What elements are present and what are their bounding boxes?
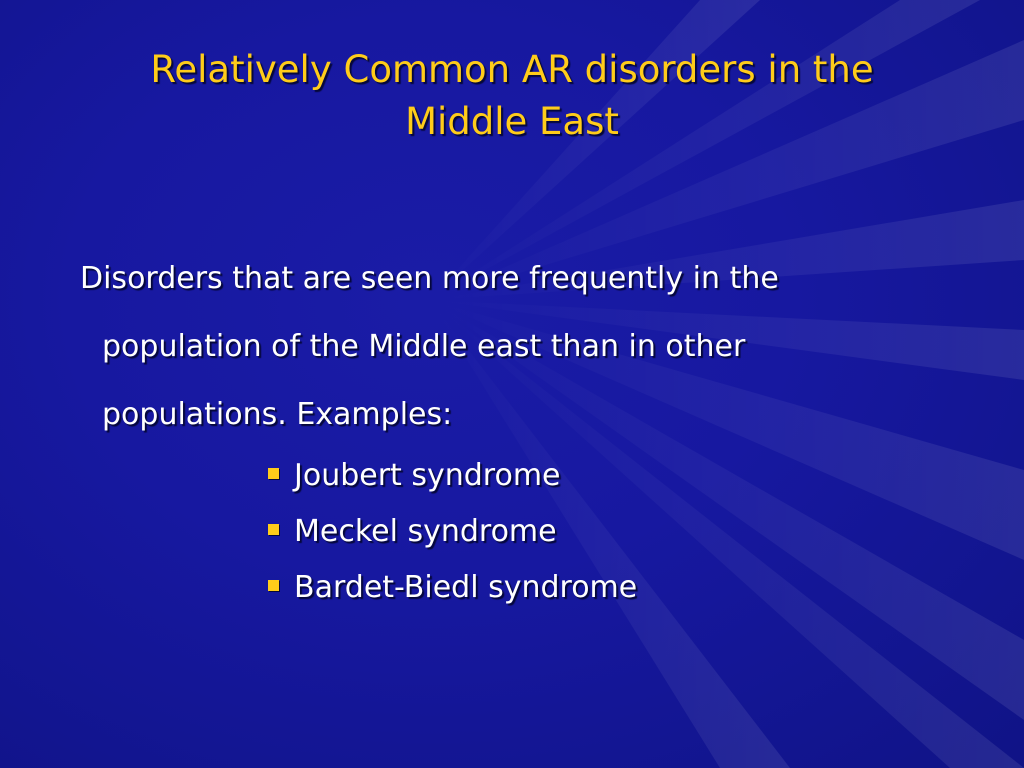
square-bullet-icon (268, 580, 279, 591)
slide-title (60, 44, 964, 148)
slide-title-line-1: Relatively Common AR disorders in the (150, 48, 874, 91)
body-paragraph (80, 245, 980, 449)
examples-list (268, 448, 637, 616)
body-line: population of the Middle east than in other (102, 329, 746, 364)
list-item (268, 504, 637, 560)
list-item-label: Bardet-Biedl syndrome (294, 570, 638, 605)
slide-title-line-2: Middle East (405, 100, 619, 143)
body-line: Disorders that are seen more frequently in the (80, 261, 779, 296)
square-bullet-icon (268, 524, 279, 535)
body-line: populations. Examples: (102, 397, 453, 432)
list-item (268, 560, 637, 616)
list-item (268, 448, 637, 504)
list-item-label: Joubert syndrome (294, 458, 561, 493)
square-bullet-icon (268, 468, 279, 479)
list-item-label: Meckel syndrome (294, 514, 557, 549)
